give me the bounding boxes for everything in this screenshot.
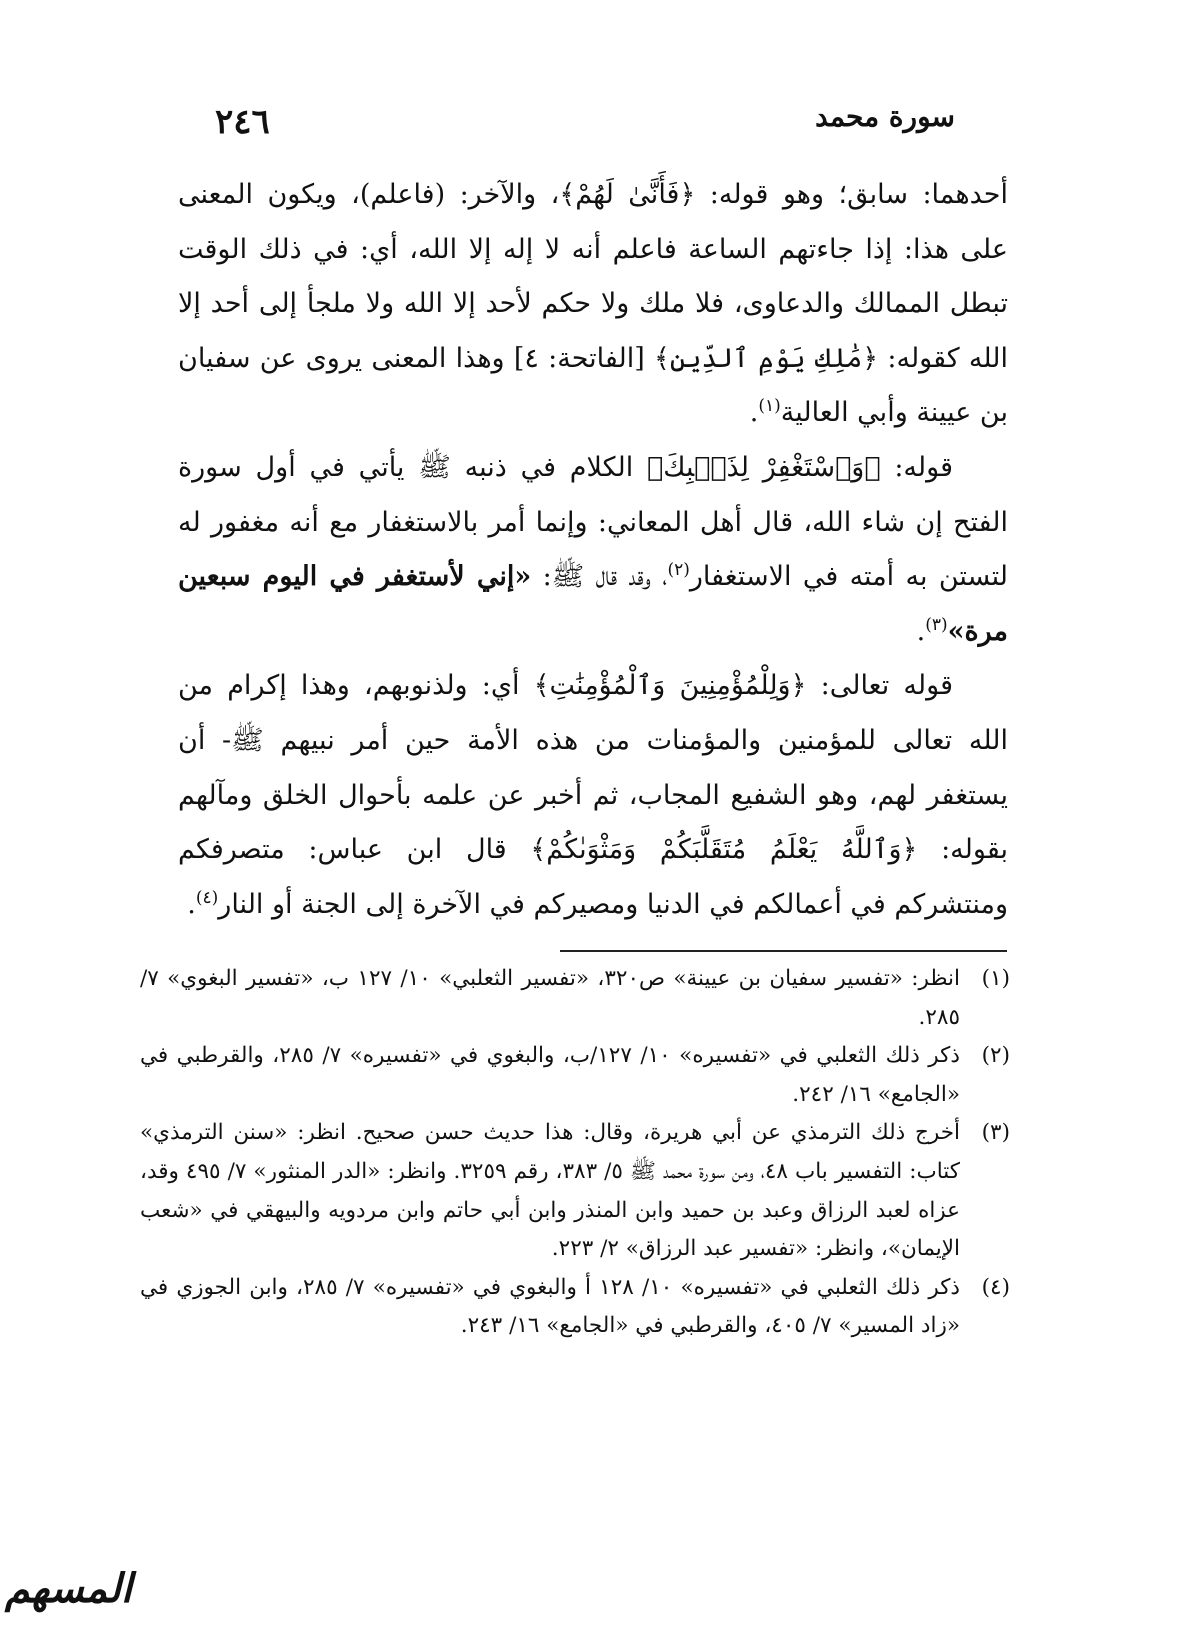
paragraph [178,659,1008,932]
paragraph [178,168,1008,441]
quran-quote: ﴿مَٰلِكِ يَوْمِ ٱلدِّينِ﴾ [654,342,879,374]
footnote-text: أخرج ذلك الترمذي عن أبي هريرة، وقال: هذا حديث حسن صحيح. انظر: «سنن الترمذي» كتاب: التفسير باب ٤٨، ومن سورة محمد ﷺ ٥/ ٣٨٣، رقم ٣٢٥٩. وانظر: «الدر المنثور» ٧/ ٤٩٥ وقد، عزاه لعبد الرزاق وعبد بن حميد وابن المنذر وابن أبي حاتم وابن مردويه والبيهقي في «شعب الإيمان»، وانظر: «تفسير عبد الرزاق» ٢/ ٢٢٣. [140,1120,960,1262]
text-run: أحدهما: سابق؛ وهو قوله: [695,179,1008,210]
footnote [140,960,1010,1037]
footnote-number: (٣) [981,1120,1010,1146]
footnote-text: ذكر ذلك الثعلبي في «تفسيره» ١٠/ ١٢٧/ب، والبغوي في «تفسيره» ٧/ ٢٨٥، والقرطبي في «الجامع» ١٦/ ٢٤٢. [140,1043,960,1107]
footnote [140,1114,1010,1268]
footnotes [140,960,1010,1346]
footnote [140,1269,1010,1346]
footnote-number: (١) [981,966,1010,991]
hadith-quote: «إني لأستغفر في اليوم سبعين مرة» [178,561,1008,647]
logo-text: المسهم [4,1565,132,1612]
quran-quote: ﴿وَٱسْتَغْفِرْ لِذَنۢبِكَ﴾ [647,451,881,483]
footnote-ref: (٢) [667,560,690,581]
text-run: ، وقد قال ﷺ: [531,561,668,593]
footnote-ref: (١) [758,396,781,417]
text-run: . [916,615,926,647]
footnote-ref: (٣) [925,614,948,635]
text-run: قوله تعالى: [806,670,953,702]
footnote-text: ذكر ذلك الثعلبي في «تفسيره» ١٠/ ١٢٨ أ والبغوي في «تفسيره» ٧/ ٢٨٥، وابن الجوزي في «زاد المسير» ٧/ ٤٠٥، والقرطبي في «الجامع» ١٦/ ٢٤٣. [140,1274,961,1339]
text-run: الكلام في ذنبه ﷺ يأتي في أول سورة الفتح إن شاء الله، قال أهل المعاني: وإنما أمر بالاستغفار مع أنه مغفور له لتستن به أمته في الاستغفار [178,451,1008,593]
quran-quote: ﴿وَٱللَّهُ يَعْلَمُ مُتَقَلَّبَكُمْ وَمَثْوَىٰكُمْ﴾ [530,834,918,866]
page-header [215,100,955,150]
footnote-divider [560,950,1007,952]
text-run: . [749,397,759,429]
text-run: قال ابن عباس: متصرفكم ومنتشركم في أعمالكم في الدنيا ومصيركم في الآخرة إلى الجنة أو النار [178,834,1008,920]
footnote-ref: (٤) [195,887,219,908]
text-run: قوله: [880,451,953,483]
footnote-number: (٢) [981,1043,1010,1069]
paragraph [178,441,1008,659]
text-run: [الفاتحة: ٤] وهذا المعنى يروى عن سفيان بن عيينة وأبي العالية [178,342,1008,429]
main-text [178,168,1008,932]
quran-quote: ﴿فَأَنَّىٰ لَهُمْ﴾ [559,179,696,210]
text-run: ، والآخر: (فاعلم)، ويكون المعنى على هذا: إذا جاءتهم الساعة فاعلم أنه لا إله إلا الله، أي: في ذلك الوقت تبطل الممالك والدعاوى، فلا ملك ولا حكم لأحد إلا الله ولا ملجأ إلى أحد إلا الله كقوله: [178,179,1008,374]
page-number: ٢٤٦ [215,102,270,142]
text-run: أي: ولذنوبهم، وهذا إكرام من الله تعالى للمؤمنين والمؤمنات من هذه الأمة حين أمر نبيهم ﷺ- أن يستغفر لهم، وهو الشفيع المجاب، ثم أخبر عن علمه بأحوال الخلق ومآلهم بقوله: [178,670,1008,866]
publisher-logo-icon [4,1565,132,1635]
footnote [140,1037,1010,1114]
text-run: . [187,888,196,920]
footnote-number: (٤) [981,1274,1010,1300]
surah-title: سورة محمد [815,100,955,133]
quran-quote: ﴿وَلِلْمُؤْمِنِينَ وَٱلْمُؤْمِنَٰتِ﴾ [533,670,807,702]
footnote-text: انظر: «تفسير سفيان بن عيينة» ص٣٢٠، «تفسير الثعلبي» ١٠/ ١٢٧ ب، «تفسير البغوي» ٧/ ٢٨٥. [140,966,960,1030]
